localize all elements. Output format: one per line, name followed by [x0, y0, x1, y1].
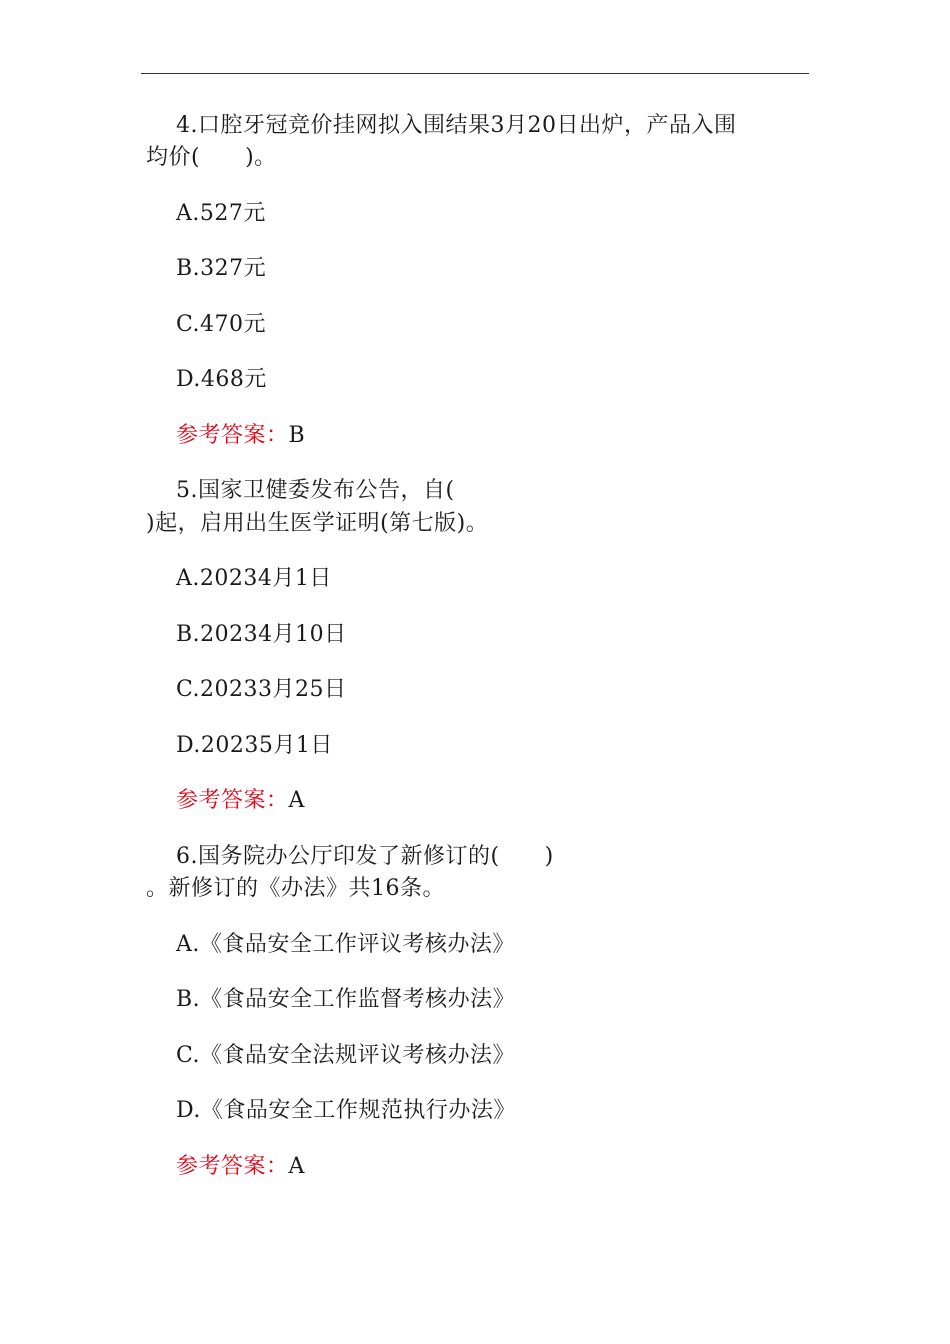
answer-value: B — [288, 423, 306, 448]
question-6-option-a: A.《食品安全工作评议考核办法》 — [176, 932, 515, 957]
answer-label: 参考答案： — [176, 423, 289, 448]
question-4-option-b: B.327元 — [176, 256, 267, 281]
question-5-option-b: B.20234月10日 — [176, 622, 347, 647]
question-6-stem-line-2: 。新修订的《办法》共16条。 — [146, 876, 445, 901]
question-4-option-c: C.470元 — [176, 312, 267, 337]
question-5-stem-line-2: )起，启用出生医学证明(第七版)。 — [146, 511, 489, 536]
question-6-option-d: D.《食品安全工作规范执行办法》 — [176, 1098, 516, 1123]
question-5-option-d: D.20235月1日 — [176, 733, 333, 758]
answer-value: A — [288, 788, 305, 813]
question-4-answer — [176, 421, 305, 451]
answer-value: A — [288, 1154, 305, 1179]
answer-label: 参考答案： — [176, 788, 289, 813]
question-5-option-c: C.20233月25日 — [176, 677, 347, 702]
question-4-option-d: D.468元 — [176, 367, 267, 392]
question-5-answer — [176, 786, 305, 816]
question-6-answer — [176, 1152, 305, 1182]
question-4-stem-line-2: 均价( )。 — [146, 145, 277, 170]
question-4-option-a: A.527元 — [176, 201, 266, 226]
question-4-stem-line-1: 4.口腔牙冠竞价挂网拟入围结果3月20日出炉，产品入围 — [176, 113, 737, 138]
question-5-option-a: A.20234月1日 — [176, 566, 332, 591]
question-6-stem-line-1: 6.国务院办公厅印发了新修订的( ) — [176, 844, 554, 869]
question-6-option-b: B.《食品安全工作监督考核办法》 — [176, 987, 516, 1012]
answer-label: 参考答案： — [176, 1154, 289, 1179]
header-rule — [141, 73, 809, 74]
question-6-option-c: C.《食品安全法规评议考核办法》 — [176, 1043, 516, 1068]
question-5-stem-line-1: 5.国家卫健委发布公告，自( — [176, 478, 455, 503]
